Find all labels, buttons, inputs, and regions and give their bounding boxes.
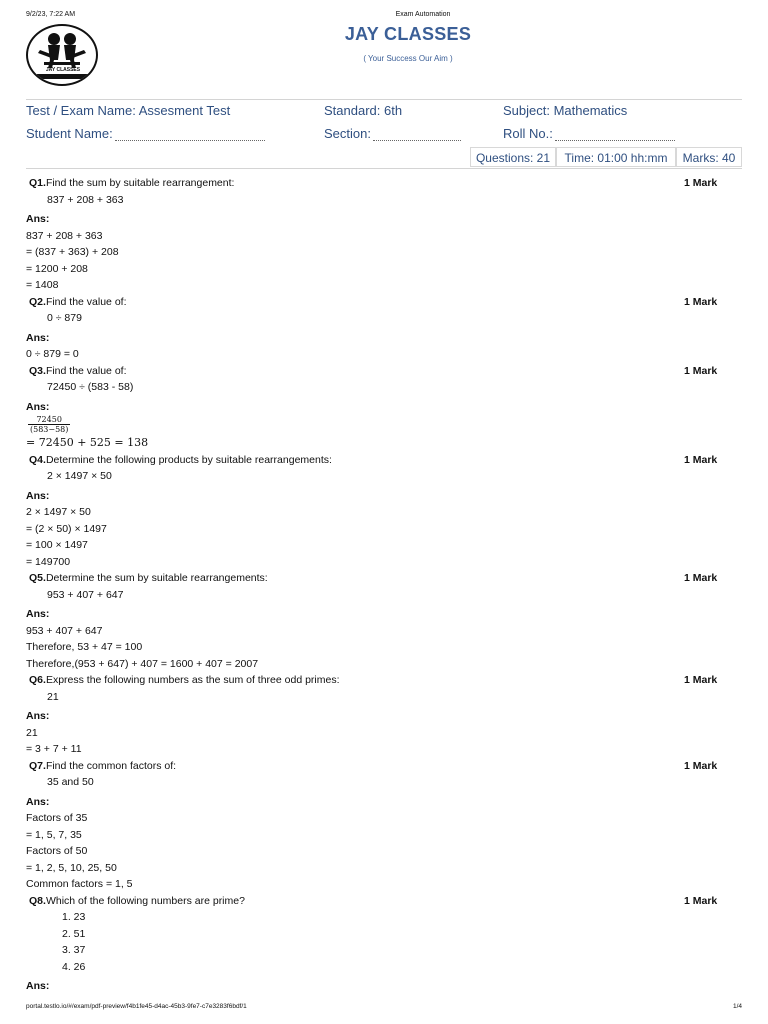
standard: Standard: 6th — [324, 103, 403, 118]
answer-line: = 3 + 7 + 11 — [26, 743, 82, 755]
question-6 — [0, 672, 768, 689]
answer-line: Therefore, 53 + 47 = 100 — [26, 641, 143, 653]
question-text: Determine the sum by suitable rearrangements: — [45, 572, 268, 584]
header-divider — [26, 99, 742, 100]
question-number: Q1. — [29, 177, 46, 189]
student-name-label: Student Name: — [26, 126, 113, 141]
student-name-field — [26, 126, 265, 141]
question-body: 21 — [47, 690, 59, 703]
question-text: Find the value of: — [45, 364, 127, 377]
time-limit: Time: 01:00 hh:mm — [556, 147, 676, 167]
answer-line: 2 × 1497 × 50 — [26, 506, 91, 518]
question-text: Find the sum by suitable rearrangement: — [45, 177, 235, 189]
question-body: 35 and 50 — [47, 776, 94, 788]
question-body: 953 + 407 + 647 — [47, 588, 124, 601]
section-blank — [373, 126, 461, 141]
question-number: Q8. — [29, 894, 46, 907]
option-item: 3. 37 — [62, 944, 86, 956]
answer-label: Ans: — [26, 489, 50, 502]
print-header — [0, 11, 768, 23]
print-title: Exam Automation — [395, 11, 451, 18]
answer-line: = 1408 — [26, 279, 59, 291]
question-text: Find the common factors of: — [45, 759, 177, 772]
answer-label: Ans: — [26, 980, 50, 992]
institute-tagline: ( Your Success Our Aim ) — [363, 54, 453, 63]
question-number: Q3. — [29, 364, 46, 377]
total-marks: Marks: 40 — [676, 147, 742, 167]
question-marks: 1 Mark — [684, 759, 718, 772]
question-body: 72450 ÷ (583 - 58) — [47, 381, 134, 393]
question-2 — [0, 294, 768, 311]
answer-line: 953 + 407 + 647 — [26, 624, 103, 637]
question-text: Determine the following products by suitable rearrangements: — [45, 453, 332, 466]
question-text: Express the following numbers as the sum of three odd primes: — [45, 674, 340, 686]
institute-name: JAY CLASSES — [344, 24, 472, 44]
answer-line: 21 — [26, 726, 38, 739]
option-item: 4. 26 — [62, 960, 86, 973]
answer-math-line: = 72450 + 525 = 138 — [26, 436, 149, 449]
fraction — [28, 415, 70, 434]
question-8 — [0, 893, 768, 910]
question-body: 837 + 208 + 363 — [47, 193, 124, 206]
question-number: Q6. — [29, 674, 46, 686]
answer-label: Ans: — [26, 710, 50, 722]
answer-fraction — [0, 415, 768, 435]
answer-line: Therefore,(953 + 647) + 407 = 1600 + 407 = 2007 — [26, 657, 259, 670]
student-name-blank — [115, 126, 265, 141]
question-3 — [0, 363, 768, 380]
answer-line: = 149700 — [26, 555, 71, 568]
answer-line: Factors of 35 — [26, 812, 88, 824]
answer-line: = (2 × 50) × 1497 — [26, 522, 107, 535]
jay-classes-logo — [26, 24, 98, 86]
question-4 — [0, 452, 768, 469]
fraction-numerator: 72450 — [36, 415, 62, 424]
question-number: Q5. — [29, 572, 46, 584]
page-number: 1/4 — [732, 1003, 742, 1010]
question-text: Which of the following numbers are prime? — [45, 894, 245, 907]
question-marks: 1 Mark — [684, 453, 718, 466]
answer-label: Ans: — [26, 400, 50, 413]
option-item: 1. 23 — [62, 911, 86, 923]
answer-line: Factors of 50 — [26, 845, 88, 857]
answer-line: = (837 + 363) + 208 — [26, 246, 119, 258]
answer-line: 837 + 208 + 363 — [26, 229, 103, 242]
answer-line: = 100 × 1497 — [26, 539, 88, 551]
roll-no-field — [503, 126, 675, 141]
roll-no-label: Roll No.: — [503, 126, 553, 141]
logo-banner — [37, 74, 89, 79]
question-1 — [0, 175, 768, 192]
test-name: Test / Exam Name: Assesment Test — [26, 103, 231, 118]
question-list — [0, 175, 768, 995]
question-body: 2 × 1497 × 50 — [47, 470, 112, 482]
question-7 — [0, 758, 768, 775]
answer-line: = 1200 + 208 — [26, 262, 88, 275]
question-number: Q2. — [29, 295, 46, 308]
logo-text: JAY CLASSES — [45, 67, 81, 73]
answer-line: 0 ÷ 879 = 0 — [26, 348, 79, 360]
section-label: Section: — [324, 126, 371, 141]
question-marks: 1 Mark — [684, 674, 718, 686]
info-divider — [26, 168, 742, 169]
answer-line: = 1, 5, 7, 35 — [26, 828, 82, 841]
question-body: 0 ÷ 879 — [47, 312, 82, 324]
print-datetime: 9/2/23, 7:22 AM — [26, 11, 76, 18]
page-url: portal.testlo.io/#/exam/pdf-preview/f4b1fe45-d4ac-45b3-9fe7-c7e3283f6bdf/1 — [26, 1003, 247, 1010]
question-number: Q7. — [29, 759, 46, 772]
option-item: 2. 51 — [62, 927, 86, 940]
questions-count: Questions: 21 — [470, 147, 556, 167]
answer-line: Common factors = 1, 5 — [26, 878, 133, 890]
question-number: Q4. — [29, 453, 46, 466]
question-marks: 1 Mark — [684, 572, 718, 584]
subject: Subject: Mathematics — [503, 103, 628, 118]
question-marks: 1 Mark — [684, 295, 718, 308]
answer-label: Ans: — [26, 795, 50, 808]
question-marks: 1 Mark — [684, 364, 718, 377]
roll-no-blank — [555, 126, 675, 141]
answer-label: Ans: — [26, 331, 50, 344]
answer-label: Ans: — [26, 608, 50, 620]
answer-label: Ans: — [26, 213, 50, 225]
question-5 — [0, 570, 768, 587]
section-field — [324, 126, 461, 141]
question-text: Find the value of: — [45, 295, 127, 308]
question-marks: 1 Mark — [684, 894, 718, 907]
fraction-denominator: (583−58) — [30, 425, 69, 434]
question-marks: 1 Mark — [684, 177, 718, 189]
answer-line: = 1, 2, 5, 10, 25, 50 — [26, 861, 117, 874]
